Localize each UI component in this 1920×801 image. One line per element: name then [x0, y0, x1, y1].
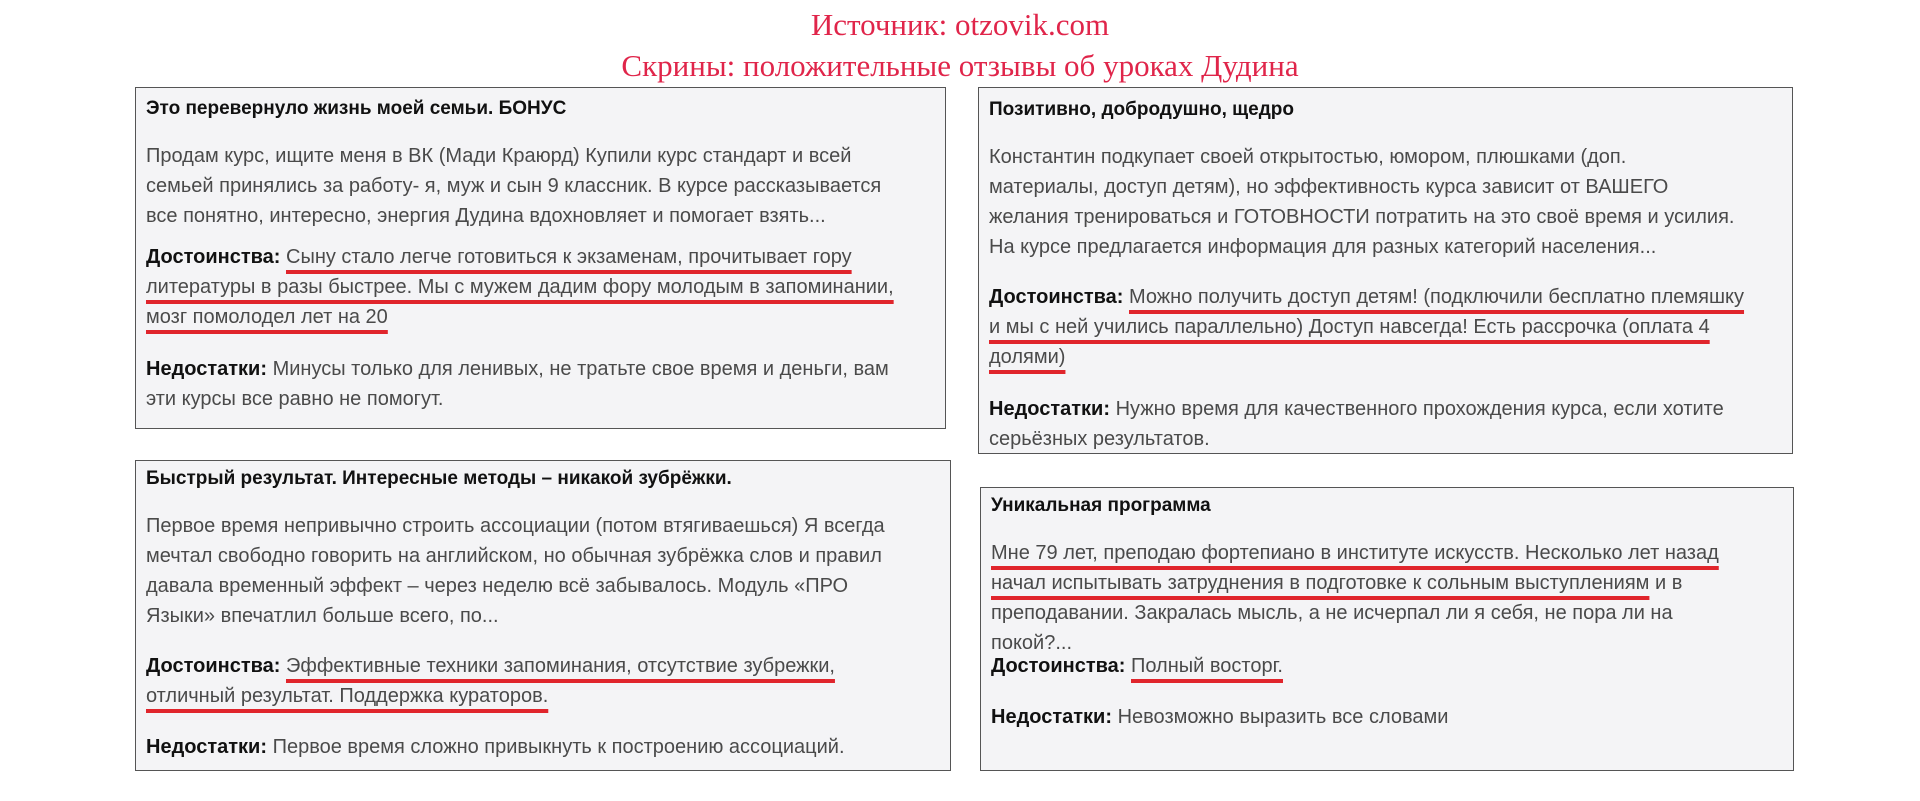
- body-line: желания тренироваться и ГОТОВНОСТИ потратить на это своё время и усилия.: [989, 206, 1735, 228]
- review-body: [146, 511, 885, 631]
- body-line: Константин подкупает своей открытостью, юмором, плюшками (доп.: [989, 146, 1627, 168]
- cons-line: эти курсы все равно не помогут.: [146, 388, 444, 410]
- pros-label: Достоинства:: [989, 286, 1124, 308]
- source-heading: Источник: otzovik.com: [810, 7, 1110, 42]
- cons-line: Минусы только для ленивых, не тратьте свое время и деньги, вам: [272, 358, 889, 380]
- review-body: [991, 538, 1719, 658]
- pros-label: Достоинства:: [146, 246, 281, 268]
- body-line: Языки» впечатлил больше всего, по...: [146, 605, 499, 627]
- pros-line: и мы с ней учились параллельно) Доступ навсегда! Есть рассрочка (оплата 4: [989, 316, 1710, 338]
- body-line: и в: [1654, 572, 1683, 594]
- body-line: Первое время непривычно строить ассоциации (потом втягиваешься) Я всегда: [146, 515, 885, 537]
- body-line: Мне 79 лет, преподаю фортепиано в институте искусств. Несколько лет назад: [991, 542, 1719, 564]
- review-cons: [991, 702, 1448, 732]
- subtitle-heading: Скрины: положительные отзывы об уроках Дудина: [621, 48, 1299, 83]
- body-line: семьей принялись за работу- я, муж и сын 9 классник. В курсе рассказывается: [146, 175, 882, 197]
- pros-line: отличный результат. Поддержка кураторов.: [146, 685, 549, 707]
- review-body: [146, 141, 881, 231]
- review-cons: [989, 394, 1724, 454]
- body-line: покой?...: [991, 632, 1073, 654]
- review-pros: [146, 651, 835, 711]
- review-title: Уникальная программа: [991, 495, 1211, 516]
- body-line: На курсе предлагается информация для разных категорий населения...: [989, 236, 1657, 258]
- body-line: начал испытывать затруднения в подготовке к сольным выступлениям: [991, 572, 1650, 594]
- review-cons: [146, 354, 889, 414]
- review-pros: [991, 651, 1283, 681]
- pros-line: Эффективные техники запоминания, отсутствие зубрежки,: [286, 655, 835, 677]
- pros-label: Достоинства:: [991, 655, 1126, 677]
- review-title: Позитивно, добродушно, щедро: [989, 99, 1295, 120]
- cons-label: Недостатки:: [146, 736, 268, 758]
- pros-label: Достоинства:: [146, 655, 281, 677]
- review-cons: [146, 732, 845, 762]
- cons-line: Нужно время для качественного прохождения курса, если хотите: [1115, 398, 1724, 420]
- pros-line: Можно получить доступ детям! (подключили бесплатно племяшку: [1129, 286, 1745, 308]
- review-pros: [146, 242, 894, 332]
- review-pros: [989, 282, 1744, 372]
- pros-line: Полный восторг.: [1131, 655, 1283, 677]
- review-card: [135, 87, 946, 429]
- review-title: Быстрый результат. Интересные методы – никакой зубрёжки.: [146, 468, 732, 489]
- review-card: [980, 487, 1794, 771]
- review-card: [135, 460, 951, 771]
- cons-line: серьёзных результатов.: [989, 428, 1210, 450]
- pros-line: литературы в разы быстрее. Мы с мужем дадим фору молодым в запоминании,: [146, 276, 894, 298]
- body-line: мечтал свободно говорить на английском, но обычная зубрёжка слов и правил: [146, 545, 882, 567]
- cons-label: Недостатки:: [991, 706, 1113, 728]
- body-line: все понятно, интересно, энергия Дудина вдохновляет и помогает взять...: [146, 205, 826, 227]
- pros-line: долями): [989, 346, 1066, 368]
- body-line: давала временный эффект – через неделю всё забывалось. Модуль «ПРО: [146, 575, 849, 597]
- body-line: материалы, доступ детям), но эффективность курса зависит от ВАШЕГО: [989, 176, 1669, 198]
- cons-label: Недостатки:: [146, 358, 268, 380]
- body-line: преподавании. Закралась мысль, а не исчерпал ли я себя, не пора ли на: [991, 602, 1673, 624]
- cons-line: Невозможно выразить все словами: [1117, 706, 1449, 728]
- cons-label: Недостатки:: [989, 398, 1111, 420]
- body-line: Продам курс, ищите меня в ВК (Мади Краюрд) Купили курс стандарт и всей: [146, 145, 852, 167]
- cons-line: Первое время сложно привыкнуть к построению ассоциаций.: [272, 736, 845, 758]
- review-body: [989, 142, 1734, 262]
- pros-line: Сыну стало легче готовиться к экзаменам, прочитывает гору: [286, 246, 852, 268]
- pros-line: мозг помолодел лет на 20: [146, 306, 388, 328]
- review-card: [978, 87, 1793, 454]
- review-title: Это перевернуло жизнь моей семьи. БОНУС: [146, 98, 567, 119]
